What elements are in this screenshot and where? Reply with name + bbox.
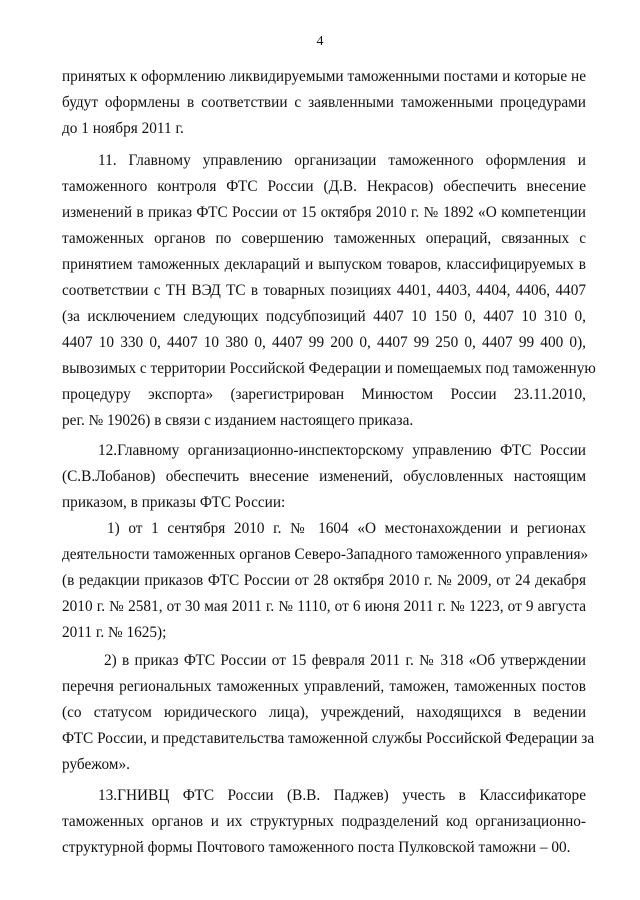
text-line: (в редакции приказов ФТС России от 28 октября 2010 г. № 2009, от 24 декабря xyxy=(62,572,586,589)
text-line: рубежом». xyxy=(62,756,130,773)
text-line: ФТС России, и представительства таможенной службы Российской Федерации за xyxy=(62,730,595,747)
text-line: изменений в приказ ФТС России от 15 октября 2010 г. № 1892 «О компетенции xyxy=(62,204,586,221)
text-line: 2010 г. № 2581, от 30 мая 2011 г. № 1110, от 6 июня 2011 г. № 1223, от 9 августа xyxy=(62,598,586,615)
text-line: таможенных органов по совершению таможенных операций, связанных с xyxy=(62,230,586,247)
text-line: рег. № 19026) в связи с изданием настоящего приказа. xyxy=(62,412,414,429)
text-line: процедуру экспорта» (зарегистрирован Минюстом России 23.11.2010, xyxy=(62,386,586,403)
text-line: таможенных органов и их структурных подразделений код организационно- xyxy=(62,813,586,830)
page-number: 4 xyxy=(316,34,324,49)
text-line: 1) от 1 сентября 2010 г. № 1604 «О местонахождении и регионах xyxy=(107,520,586,537)
text-line: перечня региональных таможенных управлений, таможен, таможенных постов xyxy=(62,678,586,695)
text-line: (С.В.Лобанов) обеспечить внесение изменений, обусловленных настоящим xyxy=(62,468,586,485)
text-line: структурной формы Почтового таможенного поста Пулковской таможни – 00. xyxy=(62,839,571,856)
text-line: 13.ГНИВЦ ФТС России (В.В. Паджев) учесть в Классификаторе xyxy=(98,787,586,804)
text-line: (со статусом юридического лица), учреждений, находящихся в ведении xyxy=(62,704,586,721)
text-line: 2) в приказ ФТС России от 15 февраля 2011 г. № 318 «Об утверждении xyxy=(104,652,586,669)
text-line: таможенного контроля ФТС России (Д.В. Некрасов) обеспечить внесение xyxy=(62,178,586,195)
text-line: вывозимых с территории Российской Федерации и помещаемых под таможенную xyxy=(62,360,596,377)
text-line: 12.Главному организационно-инспекторскому управлению ФТС России xyxy=(98,442,586,459)
text-line: до 1 ноября 2011 г. xyxy=(62,120,184,137)
text-line: приказом, в приказы ФТС России: xyxy=(62,494,286,511)
text-line: 4407 10 330 0, 4407 10 380 0, 4407 99 200 0, 4407 99 250 0, 4407 99 400 0), xyxy=(62,334,586,351)
text-line: принятых к оформлению ликвидируемыми таможенными постами и которые не xyxy=(62,68,586,85)
text-line: соответствии с ТН ВЭД ТС в товарных позициях 4401, 4403, 4404, 4406, 4407 xyxy=(62,282,586,299)
text-line: деятельности таможенных органов Северо-Западного таможенного управления» xyxy=(62,546,589,563)
text-line: 11. Главному управлению организации таможенного оформления и xyxy=(98,152,586,169)
text-line: 2011 г. № 1625); xyxy=(62,624,167,641)
text-line: принятием таможенных деклараций и выпуском товаров, классифицируемых в xyxy=(62,256,586,273)
text-line: (за исключением следующих подсубпозиций 4407 10 150 0, 4407 10 310 0, xyxy=(62,308,586,325)
text-line: будут оформлены в соответствии с заявленными таможенными процедурами xyxy=(62,94,586,111)
